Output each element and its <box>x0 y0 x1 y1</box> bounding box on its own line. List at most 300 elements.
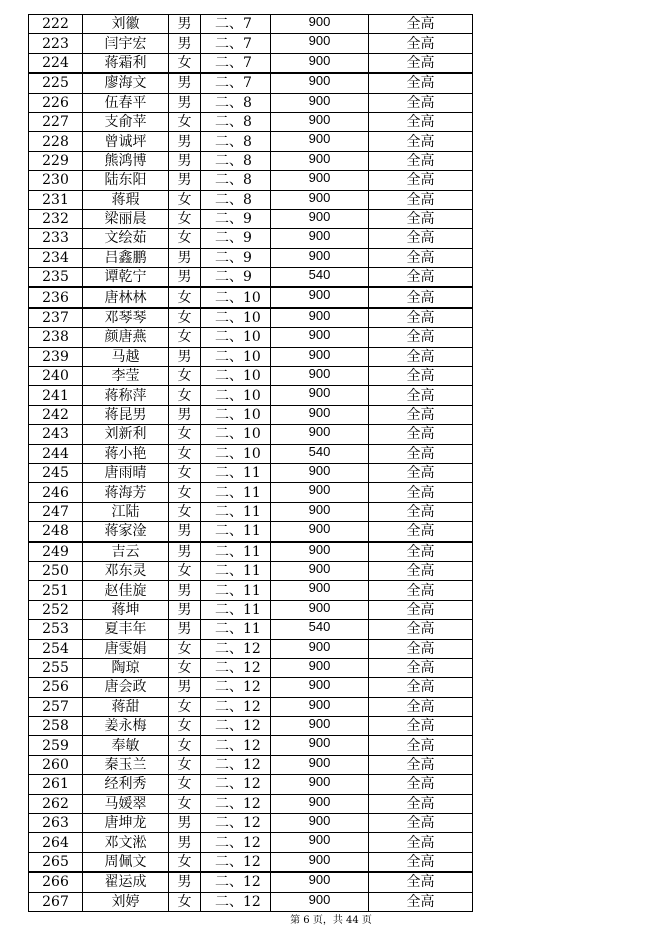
amount-cell: 900 <box>271 190 369 209</box>
table-row <box>29 425 473 444</box>
amount-cell: 540 <box>271 268 369 288</box>
row-number-cell: 259 <box>29 736 83 755</box>
table-row <box>29 620 473 639</box>
table-row <box>29 73 473 93</box>
row-number-cell: 267 <box>29 892 83 911</box>
class-cell: 二、12 <box>201 892 271 911</box>
status-cell: 全高 <box>369 463 473 482</box>
student-name-cell: 陆东阳 <box>83 171 169 190</box>
student-name-cell: 赵佳旋 <box>83 581 169 600</box>
class-cell: 二、10 <box>201 405 271 424</box>
gender-cell: 男 <box>169 522 201 542</box>
gender-cell: 男 <box>169 833 201 852</box>
status-cell: 全高 <box>369 755 473 774</box>
row-number-cell: 224 <box>29 53 83 73</box>
row-number-cell: 231 <box>29 190 83 209</box>
row-number-cell: 247 <box>29 502 83 521</box>
amount-cell: 900 <box>271 639 369 658</box>
class-cell: 二、8 <box>201 93 271 112</box>
status-cell: 全高 <box>369 444 473 463</box>
student-name-cell: 熊鸿博 <box>83 151 169 170</box>
student-name-cell: 吕鑫鹏 <box>83 248 169 267</box>
amount-cell: 900 <box>271 229 369 248</box>
status-cell: 全高 <box>369 15 473 34</box>
status-cell: 全高 <box>369 53 473 73</box>
amount-cell: 540 <box>271 444 369 463</box>
table-row <box>29 53 473 73</box>
status-cell: 全高 <box>369 794 473 813</box>
gender-cell: 女 <box>169 639 201 658</box>
class-cell: 二、12 <box>201 794 271 813</box>
student-name-cell: 蒋家淦 <box>83 522 169 542</box>
amount-cell: 900 <box>271 542 369 562</box>
status-cell: 全高 <box>369 209 473 228</box>
class-cell: 二、10 <box>201 425 271 444</box>
gender-cell: 女 <box>169 697 201 716</box>
class-cell: 二、7 <box>201 53 271 73</box>
amount-cell: 900 <box>271 581 369 600</box>
amount-cell: 900 <box>271 34 369 53</box>
class-cell: 二、11 <box>201 483 271 502</box>
status-cell: 全高 <box>369 852 473 872</box>
class-cell: 二、12 <box>201 736 271 755</box>
row-number-cell: 242 <box>29 405 83 424</box>
gender-cell: 女 <box>169 852 201 872</box>
class-cell: 二、11 <box>201 463 271 482</box>
table-row <box>29 581 473 600</box>
status-cell: 全高 <box>369 620 473 639</box>
row-number-cell: 225 <box>29 73 83 93</box>
class-cell: 二、9 <box>201 209 271 228</box>
student-table <box>28 14 473 912</box>
row-number-cell: 263 <box>29 814 83 833</box>
student-name-cell: 马越 <box>83 347 169 366</box>
amount-cell: 900 <box>271 600 369 619</box>
row-number-cell: 237 <box>29 308 83 328</box>
table-row <box>29 132 473 151</box>
class-cell: 二、12 <box>201 814 271 833</box>
table-row <box>29 151 473 170</box>
row-number-cell: 264 <box>29 833 83 852</box>
status-cell: 全高 <box>369 171 473 190</box>
gender-cell: 男 <box>169 542 201 562</box>
row-number-cell: 245 <box>29 463 83 482</box>
row-number-cell: 244 <box>29 444 83 463</box>
amount-cell: 900 <box>271 794 369 813</box>
row-number-cell: 260 <box>29 755 83 774</box>
table-row <box>29 367 473 386</box>
gender-cell: 女 <box>169 287 201 307</box>
student-name-cell: 翟运成 <box>83 872 169 892</box>
amount-cell: 900 <box>271 112 369 131</box>
amount-cell: 900 <box>271 463 369 482</box>
status-cell: 全高 <box>369 34 473 53</box>
gender-cell: 男 <box>169 151 201 170</box>
gender-cell: 男 <box>169 678 201 697</box>
amount-cell: 900 <box>271 717 369 736</box>
amount-cell: 900 <box>271 483 369 502</box>
student-name-cell: 周佩文 <box>83 852 169 872</box>
class-cell: 二、11 <box>201 522 271 542</box>
row-number-cell: 229 <box>29 151 83 170</box>
amount-cell: 900 <box>271 308 369 328</box>
student-name-cell: 奉敏 <box>83 736 169 755</box>
status-cell: 全高 <box>369 581 473 600</box>
table-row <box>29 405 473 424</box>
class-cell: 二、11 <box>201 542 271 562</box>
gender-cell: 女 <box>169 483 201 502</box>
row-number-cell: 234 <box>29 248 83 267</box>
student-name-cell: 支俞苹 <box>83 112 169 131</box>
row-number-cell: 261 <box>29 775 83 794</box>
gender-cell: 女 <box>169 502 201 521</box>
status-cell: 全高 <box>369 502 473 521</box>
class-cell: 二、12 <box>201 658 271 677</box>
amount-cell: 900 <box>271 852 369 872</box>
table-row <box>29 328 473 347</box>
gender-cell: 男 <box>169 132 201 151</box>
row-number-cell: 246 <box>29 483 83 502</box>
gender-cell: 男 <box>169 347 201 366</box>
student-name-cell: 邓琴琴 <box>83 308 169 328</box>
status-cell: 全高 <box>369 736 473 755</box>
status-cell: 全高 <box>369 287 473 307</box>
amount-cell: 900 <box>271 328 369 347</box>
table-row <box>29 287 473 307</box>
amount-cell: 900 <box>271 755 369 774</box>
table-row <box>29 542 473 562</box>
table-row <box>29 736 473 755</box>
student-name-cell: 颜唐燕 <box>83 328 169 347</box>
student-name-cell: 吉云 <box>83 542 169 562</box>
gender-cell: 女 <box>169 386 201 405</box>
class-cell: 二、11 <box>201 600 271 619</box>
gender-cell: 女 <box>169 425 201 444</box>
gender-cell: 男 <box>169 171 201 190</box>
amount-cell: 900 <box>271 93 369 112</box>
student-name-cell: 江陆 <box>83 502 169 521</box>
row-number-cell: 240 <box>29 367 83 386</box>
gender-cell: 女 <box>169 658 201 677</box>
amount-cell: 900 <box>271 367 369 386</box>
status-cell: 全高 <box>369 814 473 833</box>
table-row <box>29 872 473 892</box>
row-number-cell: 222 <box>29 15 83 34</box>
class-cell: 二、10 <box>201 386 271 405</box>
amount-cell: 900 <box>271 248 369 267</box>
status-cell: 全高 <box>369 347 473 366</box>
amount-cell: 900 <box>271 814 369 833</box>
status-cell: 全高 <box>369 639 473 658</box>
student-name-cell: 马媛翠 <box>83 794 169 813</box>
table-row <box>29 814 473 833</box>
row-number-cell: 253 <box>29 620 83 639</box>
gender-cell: 女 <box>169 328 201 347</box>
status-cell: 全高 <box>369 367 473 386</box>
status-cell: 全高 <box>369 717 473 736</box>
status-cell: 全高 <box>369 542 473 562</box>
gender-cell: 男 <box>169 814 201 833</box>
class-cell: 二、8 <box>201 171 271 190</box>
row-number-cell: 233 <box>29 229 83 248</box>
table-row <box>29 717 473 736</box>
amount-cell: 900 <box>271 425 369 444</box>
amount-cell: 900 <box>271 775 369 794</box>
status-cell: 全高 <box>369 112 473 131</box>
student-name-cell: 唐坤龙 <box>83 814 169 833</box>
status-cell: 全高 <box>369 229 473 248</box>
gender-cell: 女 <box>169 463 201 482</box>
student-name-cell: 蒋昆男 <box>83 405 169 424</box>
table-row <box>29 209 473 228</box>
row-number-cell: 238 <box>29 328 83 347</box>
student-name-cell: 蒋瑕 <box>83 190 169 209</box>
status-cell: 全高 <box>369 425 473 444</box>
class-cell: 二、10 <box>201 444 271 463</box>
row-number-cell: 249 <box>29 542 83 562</box>
status-cell: 全高 <box>369 268 473 288</box>
student-name-cell: 唐林林 <box>83 287 169 307</box>
amount-cell: 900 <box>271 736 369 755</box>
student-name-cell: 唐会政 <box>83 678 169 697</box>
row-number-cell: 266 <box>29 872 83 892</box>
student-name-cell: 蒋甜 <box>83 697 169 716</box>
student-name-cell: 唐雯娟 <box>83 639 169 658</box>
row-number-cell: 265 <box>29 852 83 872</box>
status-cell: 全高 <box>369 248 473 267</box>
amount-cell: 900 <box>271 15 369 34</box>
amount-cell: 900 <box>271 522 369 542</box>
table-row <box>29 639 473 658</box>
row-number-cell: 256 <box>29 678 83 697</box>
status-cell: 全高 <box>369 132 473 151</box>
student-name-cell: 李莹 <box>83 367 169 386</box>
student-name-cell: 蒋小艳 <box>83 444 169 463</box>
class-cell: 二、10 <box>201 367 271 386</box>
class-cell: 二、10 <box>201 308 271 328</box>
student-name-cell: 邓文淞 <box>83 833 169 852</box>
gender-cell: 女 <box>169 755 201 774</box>
gender-cell: 男 <box>169 872 201 892</box>
class-cell: 二、12 <box>201 775 271 794</box>
table-row <box>29 852 473 872</box>
gender-cell: 男 <box>169 268 201 288</box>
gender-cell: 女 <box>169 112 201 131</box>
class-cell: 二、8 <box>201 112 271 131</box>
class-cell: 二、12 <box>201 639 271 658</box>
table-row <box>29 347 473 366</box>
gender-cell: 男 <box>169 600 201 619</box>
gender-cell: 男 <box>169 405 201 424</box>
row-number-cell: 251 <box>29 581 83 600</box>
table-row <box>29 112 473 131</box>
status-cell: 全高 <box>369 658 473 677</box>
gender-cell: 女 <box>169 308 201 328</box>
table-row <box>29 755 473 774</box>
student-name-cell: 蒋海芳 <box>83 483 169 502</box>
class-cell: 二、7 <box>201 15 271 34</box>
status-cell: 全高 <box>369 190 473 209</box>
gender-cell: 女 <box>169 444 201 463</box>
class-cell: 二、10 <box>201 328 271 347</box>
table-row <box>29 522 473 542</box>
table-row <box>29 34 473 53</box>
gender-cell: 女 <box>169 717 201 736</box>
student-name-cell: 文绘茹 <box>83 229 169 248</box>
page-footer: 第 6 页，共 44 页 <box>290 915 372 926</box>
gender-cell: 男 <box>169 34 201 53</box>
class-cell: 二、11 <box>201 561 271 580</box>
amount-cell: 900 <box>271 53 369 73</box>
table-row <box>29 775 473 794</box>
class-cell: 二、11 <box>201 502 271 521</box>
table-row <box>29 15 473 34</box>
student-name-cell: 梁丽晨 <box>83 209 169 228</box>
gender-cell: 女 <box>169 775 201 794</box>
amount-cell: 900 <box>271 287 369 307</box>
row-number-cell: 252 <box>29 600 83 619</box>
status-cell: 全高 <box>369 386 473 405</box>
gender-cell: 男 <box>169 248 201 267</box>
table-row <box>29 833 473 852</box>
student-name-cell: 伍春平 <box>83 93 169 112</box>
status-cell: 全高 <box>369 483 473 502</box>
amount-cell: 900 <box>271 171 369 190</box>
row-number-cell: 226 <box>29 93 83 112</box>
gender-cell: 男 <box>169 581 201 600</box>
row-number-cell: 258 <box>29 717 83 736</box>
row-number-cell: 230 <box>29 171 83 190</box>
gender-cell: 女 <box>169 229 201 248</box>
gender-cell: 女 <box>169 892 201 911</box>
row-number-cell: 254 <box>29 639 83 658</box>
row-number-cell: 262 <box>29 794 83 813</box>
class-cell: 二、12 <box>201 833 271 852</box>
table-row <box>29 386 473 405</box>
table-row <box>29 229 473 248</box>
amount-cell: 900 <box>271 151 369 170</box>
gender-cell: 男 <box>169 93 201 112</box>
status-cell: 全高 <box>369 833 473 852</box>
amount-cell: 900 <box>271 892 369 911</box>
table-row <box>29 171 473 190</box>
status-cell: 全高 <box>369 308 473 328</box>
class-cell: 二、8 <box>201 151 271 170</box>
status-cell: 全高 <box>369 600 473 619</box>
class-cell: 二、11 <box>201 581 271 600</box>
amount-cell: 900 <box>271 502 369 521</box>
gender-cell: 女 <box>169 561 201 580</box>
row-number-cell: 255 <box>29 658 83 677</box>
row-number-cell: 248 <box>29 522 83 542</box>
gender-cell: 女 <box>169 209 201 228</box>
status-cell: 全高 <box>369 73 473 93</box>
student-name-cell: 蒋坤 <box>83 600 169 619</box>
student-name-cell: 刘徽 <box>83 15 169 34</box>
class-cell: 二、8 <box>201 132 271 151</box>
row-number-cell: 239 <box>29 347 83 366</box>
class-cell: 二、11 <box>201 620 271 639</box>
class-cell: 二、7 <box>201 73 271 93</box>
table-row <box>29 561 473 580</box>
table-row <box>29 190 473 209</box>
class-cell: 二、12 <box>201 852 271 872</box>
student-name-cell: 姜永梅 <box>83 717 169 736</box>
row-number-cell: 243 <box>29 425 83 444</box>
table-row <box>29 658 473 677</box>
row-number-cell: 232 <box>29 209 83 228</box>
amount-cell: 900 <box>271 658 369 677</box>
status-cell: 全高 <box>369 522 473 542</box>
class-cell: 二、7 <box>201 34 271 53</box>
student-name-cell: 陶琼 <box>83 658 169 677</box>
student-name-cell: 谭乾宁 <box>83 268 169 288</box>
table-row <box>29 248 473 267</box>
amount-cell: 900 <box>271 386 369 405</box>
student-name-cell: 唐雨晴 <box>83 463 169 482</box>
class-cell: 二、9 <box>201 229 271 248</box>
student-name-cell: 经利秀 <box>83 775 169 794</box>
amount-cell: 900 <box>271 405 369 424</box>
amount-cell: 900 <box>271 209 369 228</box>
table-row <box>29 502 473 521</box>
gender-cell: 男 <box>169 73 201 93</box>
student-name-cell: 刘新利 <box>83 425 169 444</box>
table-row <box>29 93 473 112</box>
student-name-cell: 廖海文 <box>83 73 169 93</box>
status-cell: 全高 <box>369 405 473 424</box>
class-cell: 二、8 <box>201 190 271 209</box>
gender-cell: 女 <box>169 190 201 209</box>
gender-cell: 女 <box>169 736 201 755</box>
amount-cell: 900 <box>271 347 369 366</box>
table-row <box>29 678 473 697</box>
student-name-cell: 蒋霜利 <box>83 53 169 73</box>
class-cell: 二、9 <box>201 248 271 267</box>
row-number-cell: 257 <box>29 697 83 716</box>
amount-cell: 900 <box>271 678 369 697</box>
status-cell: 全高 <box>369 151 473 170</box>
status-cell: 全高 <box>369 892 473 911</box>
row-number-cell: 228 <box>29 132 83 151</box>
table-row <box>29 308 473 328</box>
table-row <box>29 483 473 502</box>
class-cell: 二、12 <box>201 678 271 697</box>
gender-cell: 女 <box>169 367 201 386</box>
status-cell: 全高 <box>369 678 473 697</box>
amount-cell: 900 <box>271 561 369 580</box>
table-body <box>29 15 473 912</box>
student-name-cell: 夏丰年 <box>83 620 169 639</box>
status-cell: 全高 <box>369 775 473 794</box>
student-name-cell: 刘婷 <box>83 892 169 911</box>
table-row <box>29 697 473 716</box>
amount-cell: 900 <box>271 697 369 716</box>
amount-cell: 900 <box>271 132 369 151</box>
class-cell: 二、12 <box>201 697 271 716</box>
table-row <box>29 463 473 482</box>
row-number-cell: 241 <box>29 386 83 405</box>
amount-cell: 900 <box>271 872 369 892</box>
row-number-cell: 235 <box>29 268 83 288</box>
table-row <box>29 892 473 911</box>
student-name-cell: 蒋称萍 <box>83 386 169 405</box>
amount-cell: 900 <box>271 73 369 93</box>
status-cell: 全高 <box>369 93 473 112</box>
row-number-cell: 227 <box>29 112 83 131</box>
table-row <box>29 794 473 813</box>
gender-cell: 女 <box>169 53 201 73</box>
